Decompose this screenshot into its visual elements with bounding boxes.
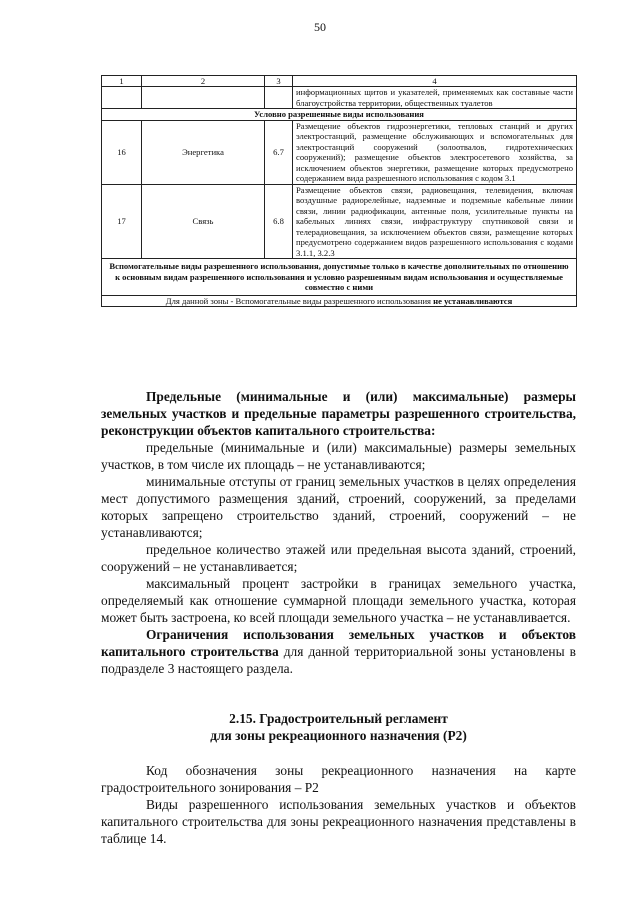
limits-paragraph: предельное количество этажей или предельная высота зданий, строений, сооружений – не устанавливается; bbox=[101, 542, 576, 574]
table-header-cell: 1 bbox=[102, 76, 142, 87]
table-row bbox=[102, 184, 577, 259]
table-header-cell: 2 bbox=[142, 76, 265, 87]
table-section-row bbox=[102, 109, 577, 121]
limits-paragraph: максимальный процент застройки в границах земельного участка, определяемый как отношение суммарной площади земельного участка, которая может быть застроена, ко всей площади земельного участка – не устанавливается. bbox=[101, 576, 576, 625]
section-body bbox=[101, 762, 576, 847]
page-number: 50 bbox=[314, 20, 326, 34]
footer-bold-text: не устанавливаются bbox=[433, 295, 513, 306]
table-footer-row bbox=[102, 295, 577, 307]
restrictions-rest: для данной территориальной зоны установлены в подразделе 3 настоящего раздела. bbox=[101, 644, 576, 676]
table-cell-description: Размещение объектов гидроэнергетики, тепловых станций и других электростанций, размещение обслуживающих и вспомогательных для электростанций сооружений (золоотвалов, гидротехнических сооружений); размещение объектов электросетевого хозяйства, за исключением объектов энергетики, размещение которых предусмотрено содержанием вида разрешенного использования с кодом 3.1 bbox=[293, 120, 577, 184]
table-cell-name: Связь bbox=[142, 184, 265, 259]
section-paragraph: Виды разрешенного использования земельных участков и объектов капитального строительства для зоны рекреационного назначения представлены в таблице 14. bbox=[101, 797, 576, 846]
section-title-line: 2.15. Градостроительный регламент bbox=[229, 711, 448, 726]
table-cell-description: информационных щитов и указателей, применяемых как составные части благоустройства территории, общественных туалетов bbox=[293, 87, 577, 109]
table-header-row bbox=[102, 76, 577, 87]
section-auxiliary-uses: Вспомогательные виды разрешенного использования, допустимые только в качестве дополнительных по отношению к основным видам разрешенного использования и условно разрешенным видам использования и осуществляемые совместно с ними bbox=[102, 259, 577, 296]
restrictions-paragraph bbox=[101, 626, 576, 677]
section-paragraph: Код обозначения зоны рекреационного назначения на карте градостроительного зонирования – Р2 bbox=[101, 763, 576, 795]
section-title bbox=[101, 710, 576, 744]
section-title-line: для зоны рекреационного назначения (Р2) bbox=[210, 728, 467, 743]
table-cell-number: 17 bbox=[102, 184, 142, 259]
table-row bbox=[102, 120, 577, 184]
limits-paragraph: минимальные отступы от границ земельных участков в целях определения мест допустимого размещения зданий, строений, сооружений, за пределами которых запрещено строительство зданий, строений, сооружений – не устанавливаются; bbox=[101, 474, 576, 540]
table-cell-number: 16 bbox=[102, 120, 142, 184]
section-conditional-uses: Условно разрешенные виды использования bbox=[102, 109, 577, 121]
limits-heading: Предельные (минимальные и (или) максимальные) размеры земельных участков и предельные параметры разрешенного строительства, реконструкции объектов капитального строительства: bbox=[101, 389, 576, 438]
table-cell-name: Энергетика bbox=[142, 120, 265, 184]
table-header-cell: 4 bbox=[293, 76, 577, 87]
table-cell-description: Размещение объектов связи, радиовещания, телевидения, включая воздушные радиорелейные, надземные и подземные кабельные линии связи, линии радиофикации, антенные поля, усилительные пункты на кабельных линиях связи, инфраструктуру спутниковой связи и телерадиовещания, за исключением объектов связи, размещение которых предусмотрено содержанием видов разрешенного использования с кодами 3.1.1, 3.2.3 bbox=[293, 184, 577, 259]
table-row bbox=[102, 87, 577, 109]
table-cell-code: 6.7 bbox=[265, 120, 293, 184]
table-cell-code: 6.8 bbox=[265, 184, 293, 259]
regulation-table bbox=[101, 75, 577, 307]
table-footer bbox=[102, 295, 577, 307]
footer-text: Для данной зоны - Вспомогательные виды разрешенного использования bbox=[165, 295, 434, 306]
restrictions-bold: Ограничения использования земельных участков и объектов капитального строительства bbox=[101, 627, 576, 659]
limits-paragraph: предельные (минимальные и (или) максимальные) размеры земельных участков, в том числе их площадь – не устанавливаются; bbox=[101, 440, 576, 472]
table-section-row bbox=[102, 259, 577, 296]
limits-block bbox=[101, 388, 576, 677]
table-header-cell: 3 bbox=[265, 76, 293, 87]
